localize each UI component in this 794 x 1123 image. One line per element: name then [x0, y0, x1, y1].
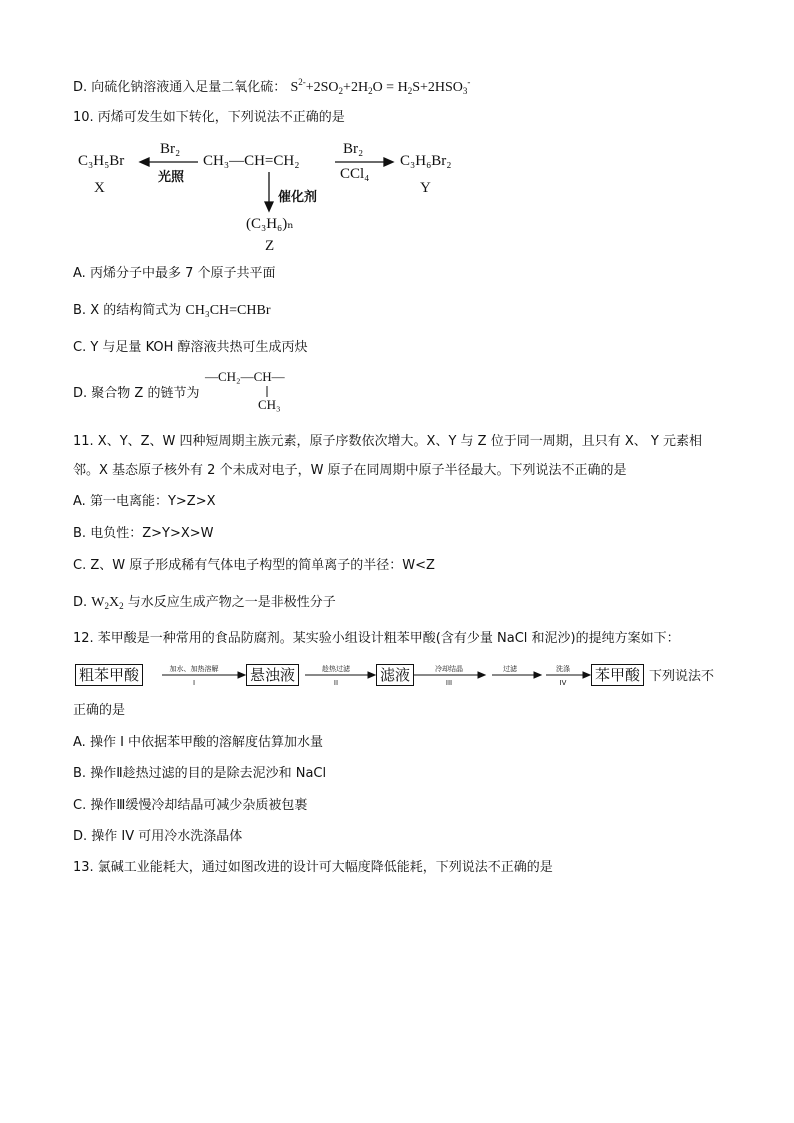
option-label: D. — [73, 829, 88, 844]
left-reagent: Br₂ — [160, 141, 181, 157]
step1-roman: I — [192, 679, 196, 687]
option-label: B. — [73, 766, 87, 781]
option-text: 操作Ⅱ趁热过滤的目的是除去泥沙和 NaCl — [90, 766, 327, 781]
flow-arrow-5-head — [583, 672, 590, 678]
q12-option-d — [73, 827, 242, 847]
option-text: 操作Ⅲ缓慢冷却结晶可减少杂质被包裹 — [90, 798, 308, 813]
option-text: 与水反应生成产物之一是非极性分子 — [127, 595, 336, 610]
left-condition: 光照 — [158, 170, 185, 185]
flow-box-crude: 粗苯甲酸 — [75, 664, 143, 686]
y-label: Y — [420, 180, 431, 196]
repeat-unit-chain: —CH₂—CH— — [205, 369, 285, 384]
option-label: C. — [73, 798, 87, 813]
option-text: 聚合物 Z 的链节为 — [91, 386, 200, 401]
flow-arrow-3-head — [478, 672, 485, 678]
option-label: B. — [73, 303, 87, 318]
option-text: 丙烯分子中最多 7 个原子共平面 — [89, 266, 276, 281]
option-label: D. — [73, 595, 88, 610]
option-label: C. — [73, 558, 87, 573]
propene-formula: CH₃—CH=CH₂ — [203, 153, 300, 169]
z-formula: (C₃H₆)ₙ — [246, 216, 294, 232]
q13-stem: 13. 氯碱工业能耗大，通过如图改进的设计可大幅度降低能耗，下列说法不正确的是 — [73, 860, 553, 875]
z-label: Z — [265, 238, 275, 254]
option-math: Z>Y>X>W — [142, 526, 214, 541]
q11-stem-line1: 11. X、Y、Z、W 四种短周期主族元素，原子序数依次增大。X、Y 与 Z 位于同一周期，且只有 X、 Y 元素相 — [73, 434, 702, 449]
option-text: 第一电离能： — [89, 494, 168, 509]
x-label: X — [94, 180, 105, 196]
q10-stem: 10. 丙烯可发生如下转化，下列说法不正确的是 — [73, 110, 345, 125]
right-reagent: Br₂ — [343, 141, 364, 157]
option-text: 电负性： — [90, 526, 143, 541]
flow-box-filtrate: 滤液 — [376, 664, 414, 686]
q12-stem-tail2: 正确的是 — [73, 703, 126, 718]
q12-stem: 12. 苯甲酸是一种常用的食品防腐剂。某实验小组设计粗苯甲酸(含有少量 NaCl 和泥沙)的提纯方案如下： — [73, 631, 680, 646]
option-text: 操作 I 中依据苯甲酸的溶解度估算加水量 — [89, 735, 324, 750]
option-text: 向硫化钠溶液通入足量二氧化硫： — [91, 80, 287, 95]
option-label: A. — [73, 735, 86, 750]
x-formula: C₃H₅Br — [78, 153, 125, 169]
q12-option-b — [73, 764, 326, 784]
y-formula: C₃H₆Br₂ — [400, 153, 452, 169]
step5-label: 洗涤 — [556, 665, 570, 673]
option-text: Z、W 原子形成稀有气体电子构型的简单离子的半径： — [90, 558, 403, 573]
step3-label: 冷却结晶 — [435, 665, 463, 673]
flow-arrow-4-head — [534, 672, 541, 678]
option-text: X 的结构简式为 — [90, 303, 186, 318]
option-label: C. — [73, 340, 87, 355]
down-condition: 催化剂 — [278, 190, 318, 205]
repeat-unit-methyl: CH₃ — [258, 397, 281, 412]
step2-label: 趁热过滤 — [322, 665, 350, 673]
q11-stem-line2: 邻。X 基态原子核外有 2 个未成对电子，W 原子在同周期中原子半径最大。下列说法不正确的是 — [73, 463, 627, 478]
flow-arrow-2-head — [368, 672, 375, 678]
option-math: W<Z — [402, 558, 435, 573]
option-label: A. — [73, 266, 86, 281]
flow-arrow-1-head — [238, 672, 245, 678]
option-label: D. — [73, 386, 88, 401]
option-label: A. — [73, 494, 86, 509]
option-label: D. — [73, 80, 88, 95]
option-formula: $W_2X_2$ — [91, 595, 124, 611]
step3-roman: III — [445, 679, 453, 687]
q12-option-c — [73, 796, 307, 816]
right-condition: CCl₄ — [340, 166, 370, 182]
step2-roman: II — [333, 679, 339, 687]
flow-box-suspension: 悬浊液 — [246, 664, 299, 686]
step1-label: 加水、加热溶解 — [169, 665, 219, 673]
option-label: B. — [73, 526, 87, 541]
q12-stem-tail: 下列说法不 — [649, 669, 715, 684]
flow-box-product: 苯甲酸 — [591, 664, 644, 686]
option-formula: CH₃CH=CHBr — [185, 303, 271, 318]
option-math: Y>Z>X — [167, 494, 216, 509]
step4-label: 过滤 — [503, 665, 517, 673]
equation: $S^{2-}+2SO_2+2H_2O = H_2S+2HSO_3^-$ — [290, 77, 471, 96]
q12-option-a — [73, 733, 323, 753]
option-text: 操作 IV 可用冷水洗涤晶体 — [91, 829, 243, 844]
option-text: Y 与足量 KOH 醇溶液共热可生成丙炔 — [90, 340, 308, 355]
step5-roman: IV — [559, 679, 567, 687]
